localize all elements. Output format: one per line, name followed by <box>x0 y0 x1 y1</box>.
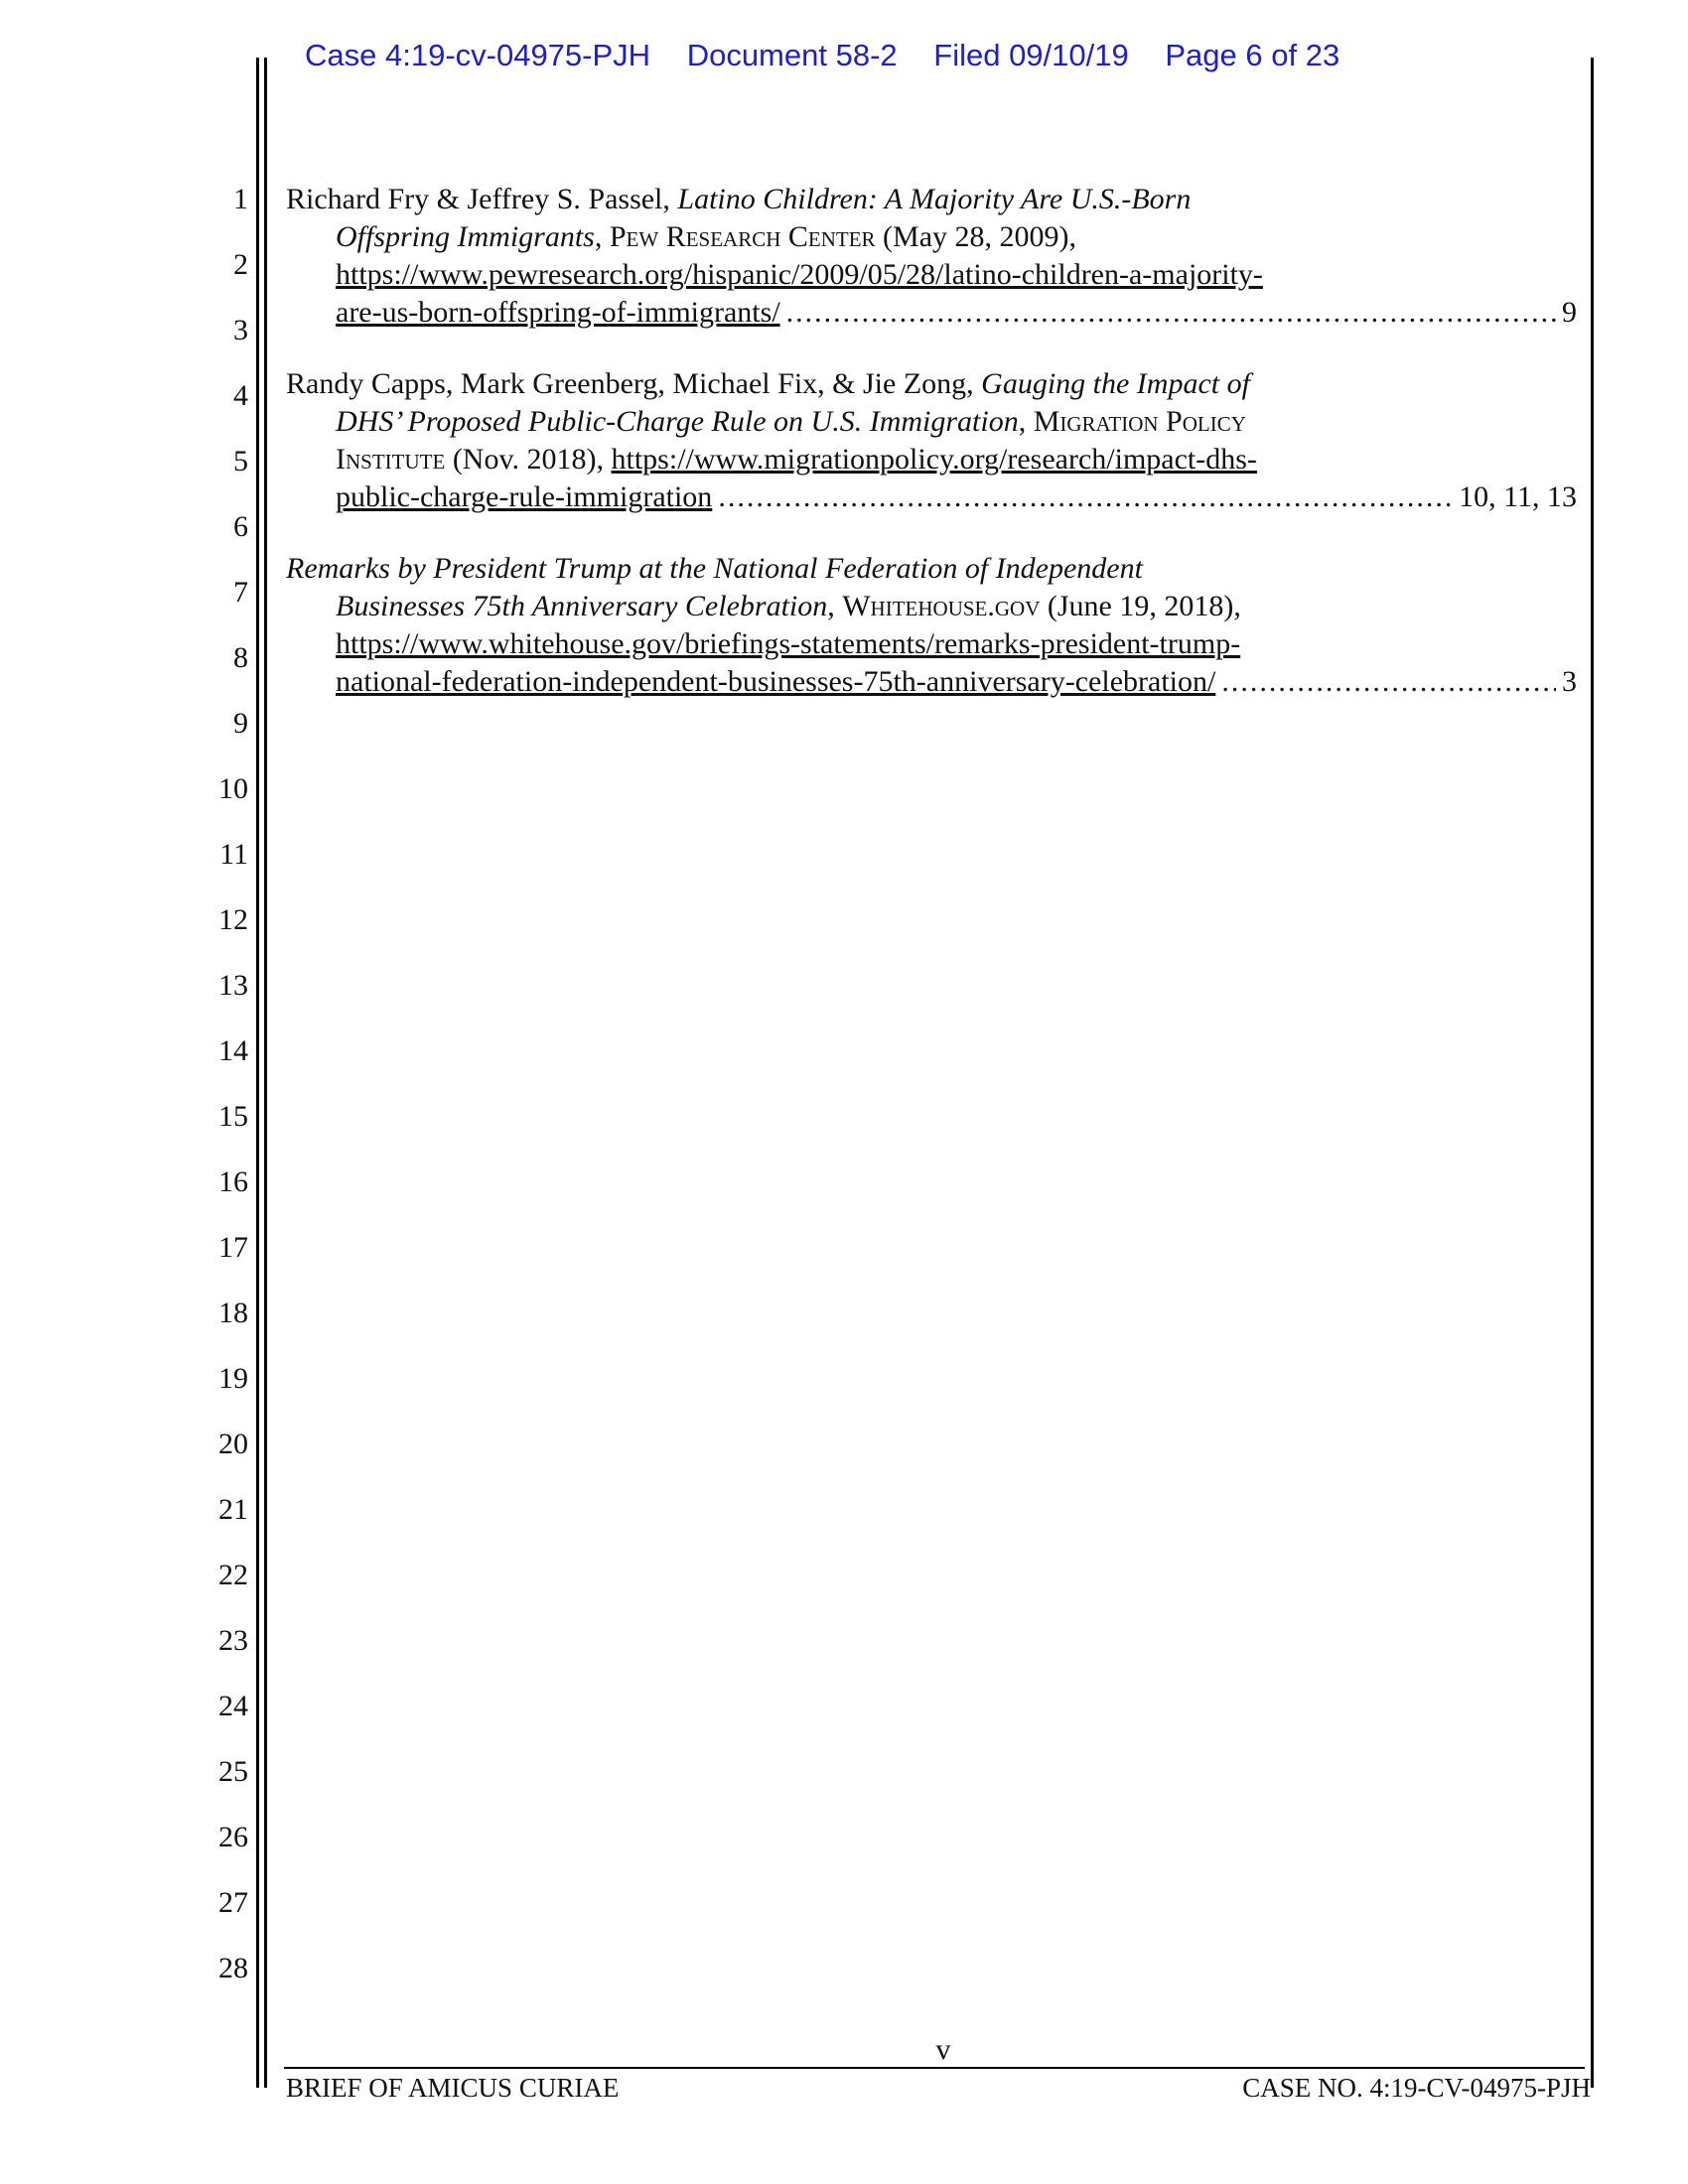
entry-date: (June 19, 2018), <box>1040 590 1241 622</box>
line-number: 16 <box>218 1165 248 1198</box>
line-number: 3 <box>233 314 248 346</box>
page-count: Page 6 of 23 <box>1165 38 1340 72</box>
entry-leader-row <box>286 663 1577 701</box>
entry-url[interactable]: are-us-born-offspring-of-immigrants/ <box>336 296 780 329</box>
line-number: 15 <box>218 1100 248 1133</box>
line-number: 28 <box>218 1952 248 1984</box>
entry-separator: , <box>827 590 843 622</box>
authority-entry <box>286 550 1577 701</box>
line-number: 21 <box>218 1493 248 1526</box>
entry-line <box>286 365 1577 403</box>
entry-publisher: Pew Research Center <box>609 220 876 253</box>
line-number: 11 <box>219 838 248 871</box>
line-number: 12 <box>218 903 248 936</box>
line-number: 23 <box>218 1624 248 1657</box>
line-number: 27 <box>218 1886 248 1919</box>
entry-line <box>286 403 1577 441</box>
line-number: 4 <box>233 379 248 412</box>
line-number: 18 <box>218 1297 248 1329</box>
dot-leader <box>718 478 1453 516</box>
line-number: 6 <box>233 510 248 543</box>
entry-title: DHS’ Proposed Public-Charge Rule on U.S. Immigration <box>336 405 1019 438</box>
line-number: 9 <box>233 707 248 740</box>
line-number: 25 <box>218 1755 248 1788</box>
entry-url[interactable]: https://www.whitehouse.gov/briefings-statements/remarks-president-trump- <box>336 627 1241 660</box>
line-number: 10 <box>218 772 248 805</box>
line-number: 1 <box>233 183 248 215</box>
entry-leader-row <box>286 294 1577 332</box>
entry-separator: , <box>1018 405 1034 438</box>
entry-url[interactable]: public-charge-rule-immigration <box>336 480 713 513</box>
footer-brief-title: BRIEF OF AMICUS CURIAE <box>286 2073 620 2103</box>
line-number: 22 <box>218 1559 248 1591</box>
entry-title: Businesses 75th Anniversary Celebration <box>336 590 828 622</box>
entry-line <box>286 181 1577 218</box>
entry-title: Remarks by President Trump at the National Federation of Independent <box>286 552 1143 585</box>
line-number: 13 <box>218 969 248 1002</box>
page-number: v <box>935 2033 951 2066</box>
entry-url[interactable]: https://www.pewresearch.org/hispanic/2009/05/28/latino-children-a-majority- <box>336 258 1263 291</box>
line-number: 5 <box>233 445 248 478</box>
entry-date: (May 28, 2009), <box>875 220 1077 253</box>
authority-entry <box>286 365 1577 516</box>
footer-rule <box>284 2067 1585 2069</box>
entry-line <box>286 441 1577 478</box>
line-number: 26 <box>218 1821 248 1853</box>
entry-url[interactable]: https://www.migrationpolicy.org/research/impact-dhs- <box>611 443 1257 476</box>
entry-pages: 9 <box>1562 296 1577 329</box>
dot-leader <box>1221 663 1556 701</box>
footer-case-number: CASE NO. 4:19-CV-04975-PJH <box>1242 2073 1591 2103</box>
line-number: 24 <box>218 1690 248 1722</box>
line-number: 7 <box>233 576 248 609</box>
line-number: 8 <box>233 641 248 674</box>
entry-leader-row <box>286 478 1577 516</box>
authority-entry <box>286 181 1577 332</box>
entry-url[interactable]: national-federation-independent-businesses-75th-anniversary-celebration/ <box>336 665 1216 698</box>
left-margin-rule-outer <box>256 58 259 2088</box>
case-number: Case 4:19-cv-04975-PJH <box>305 38 651 72</box>
entry-authors: Randy Capps, Mark Greenberg, Michael Fix, & Jie Zong, <box>286 367 982 400</box>
entry-title: Offspring Immigrants <box>336 220 595 253</box>
entry-date: (Nov. 2018), <box>445 443 612 476</box>
filed-date: Filed 09/10/19 <box>933 38 1129 72</box>
entry-separator: , <box>594 220 610 253</box>
entry-line <box>286 588 1577 625</box>
entry-authors: Richard Fry & Jeffrey S. Passel, <box>286 183 678 215</box>
entry-pages: 3 <box>1562 665 1577 698</box>
entry-title: Gauging the Impact of <box>981 367 1250 400</box>
entry-publisher: Institute <box>336 443 446 476</box>
left-margin-rule-inner <box>264 58 267 2088</box>
entry-publisher: Migration Policy <box>1033 405 1246 438</box>
dot-leader <box>786 294 1556 332</box>
right-margin-rule <box>1591 58 1594 2088</box>
entry-title: Latino Children: A Majority Are U.S.-Born <box>677 183 1192 215</box>
filing-header <box>305 38 1397 73</box>
line-number: 20 <box>218 1428 248 1460</box>
entry-publisher: Whitehouse.gov <box>842 590 1041 622</box>
document-number: Document 58-2 <box>686 38 898 72</box>
line-number: 19 <box>218 1362 248 1395</box>
line-number: 2 <box>233 248 248 281</box>
line-number: 17 <box>218 1231 248 1264</box>
line-number: 14 <box>218 1034 248 1067</box>
entry-line <box>286 218 1577 256</box>
entry-pages: 10, 11, 13 <box>1459 480 1577 513</box>
